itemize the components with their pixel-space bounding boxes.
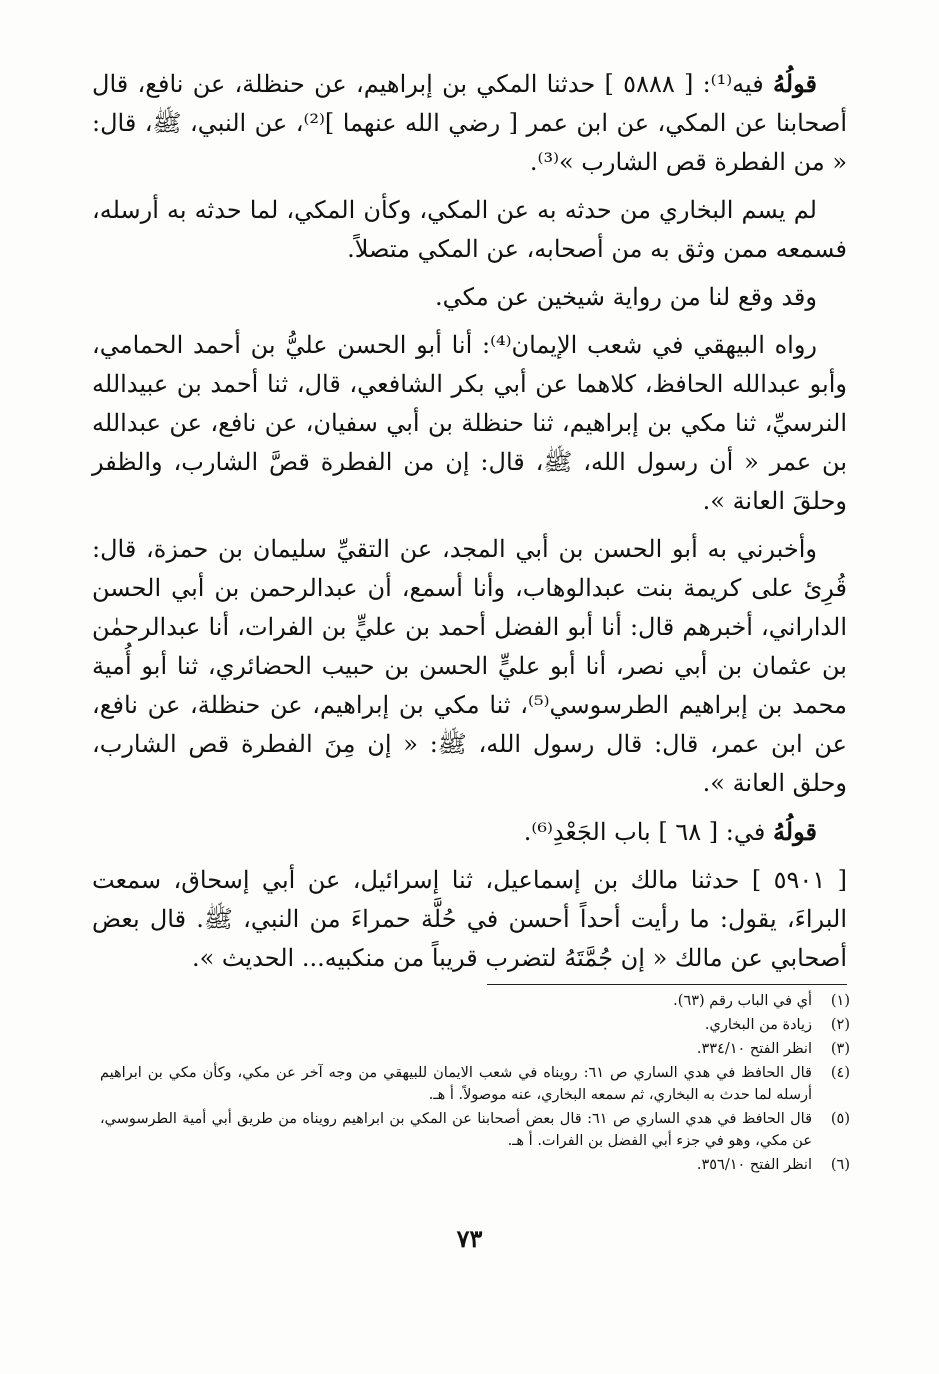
paragraph-5: وأخبرني به أبو الحسن بن أبي المجد، عن التقيِّ سليمان بن حمزة، قال: قُرِئ على كريمة بنت عبدالوهاب، وأنا أسمع، أن عبدالرحمن بن أبي الحسن الداراني، أخبرهم قال: أنا أبو الفضل أحمد بن عليٍّ بن الفرات، أنا عبدالرحمٰن بن عثمان بن أبي نصر، أنا أبو عليٍّ الحسن بن حبيب الحضائري، ثنا أبو أُمية محمد بن إبراهيم الطرسوسي⁽⁵⁾، ثنا مكي بن إبراهيم، عن حنظلة، عن نافع، عن ابن عمر، قال: قال رسول الله، ﷺ: « إن مِنَ الفطرة قص الشارب، وحلق العانة ».: [92, 535, 847, 797]
footnote-1: [100, 990, 850, 1012]
footnote-separator: [487, 984, 847, 985]
footnotes: [100, 990, 850, 1178]
paragraph-3: وقد وقع لنا من رواية شيخين عن مكي.: [435, 283, 817, 311]
footnote-text: زيادة من البخاري.: [704, 1017, 812, 1033]
footnote-5: [100, 1108, 850, 1152]
footnote-number: (٥): [830, 1111, 850, 1127]
footnote-3: [100, 1038, 850, 1060]
paragraph-6: [92, 812, 847, 852]
paragraph-4: رواه البيهقي في شعب الإيمان⁽⁴⁾: أنا أبو الحسن عليُّ بن أحمد الحمامي، وأبو عبدالله الحافظ، كلاهما عن أبي بكر الشافعي، قال، ثنا أحمد بن عبيدالله النرسيِّ، ثنا مكي بن إبراهيم، ثنا حنظلة بن أبي سفيان، عن نافع، عن عبدالله بن عمر « أن رسول الله، ﷺ، قال: إن من الفطرة قصَّ الشارب، والظفر وحلقَ العانة ».: [92, 331, 847, 515]
quote-lead: قولُهُ: [772, 69, 817, 98]
footnote-4: [100, 1062, 850, 1106]
quote-lead: قولُهُ: [772, 817, 817, 846]
footnote-6: [100, 1154, 850, 1176]
footnote-text: قال الحافظ في هدي الساري ص ٦١: قال بعض أصحابنا عن المكي بن ابراهيم رويناه من طريق أبي أمية الطرسوسي، عن مكي، وهو في جزء أبي الفضل بن الفرات. أ هـ.: [100, 1111, 813, 1149]
footnote-number: (٤): [830, 1065, 850, 1081]
footnote-number: (٦): [830, 1157, 850, 1173]
paragraph-7: [ ٥٩٠١ ] حدثنا مالك بن إسماعيل، ثنا إسرائيل، عن أبي إسحاق، سمعت البراءَ، يقول: ما رأيت أحداً أحسن في حُلَّة حمراءَ من النبي، ﷺ. قال بعض أصحابي عن مالك « إن جُمَّتَهُ لتضرب قريباً من منكبيه... الحديث ».: [92, 866, 847, 972]
footnote-number: (٣): [830, 1041, 850, 1057]
footnote-number: (٢): [830, 1017, 850, 1033]
footnote-text: انظر الفتح ٣٣٤/١٠.: [696, 1041, 812, 1057]
paragraph-text: في: [ ٦٨ ] باب الجَعْدِ⁽⁶⁾.: [523, 818, 766, 846]
footnote-text: انظر الفتح ٣٥٦/١٠.: [696, 1157, 812, 1173]
footnote-number: (١): [830, 993, 850, 1009]
footnote-text: أي في الباب رقم (٦٣).: [673, 993, 812, 1009]
paragraph-text: فيه⁽¹⁾: [ ٥٨٨٨ ] حدثنا المكي بن إبراهيم، عن حنظلة، عن نافع، قال أصحابنا عن المكي، عن ابن عمر [ رضي الله عنهما ]⁽²⁾، عن النبي، ﷺ، قال: « من الفطرة قص الشارب »⁽³⁾.: [92, 70, 848, 176]
footnote-text: قال الحافظ في هدي الساري ص ٦١: رويناه في شعب الايمان للبيهقي من وجه آخر عن مكي، وكأن مكي بن ابراهيم أرسله لما حدث به البخاري، ثم سمعه البخاري، عنه موصولاً. أ هـ.: [100, 1065, 812, 1103]
paragraph-1: [92, 64, 847, 182]
page-number: ٧٣: [456, 1224, 483, 1253]
main-text: [92, 64, 847, 987]
footnote-2: [100, 1014, 850, 1036]
paragraph-2: لم يسم البخاري من حدثه به عن المكي، وكأن المكي، لما حدثه به أرسله، فسمعه ممن وثق به من أصحابه، عن المكي متصلاً.: [92, 196, 847, 263]
